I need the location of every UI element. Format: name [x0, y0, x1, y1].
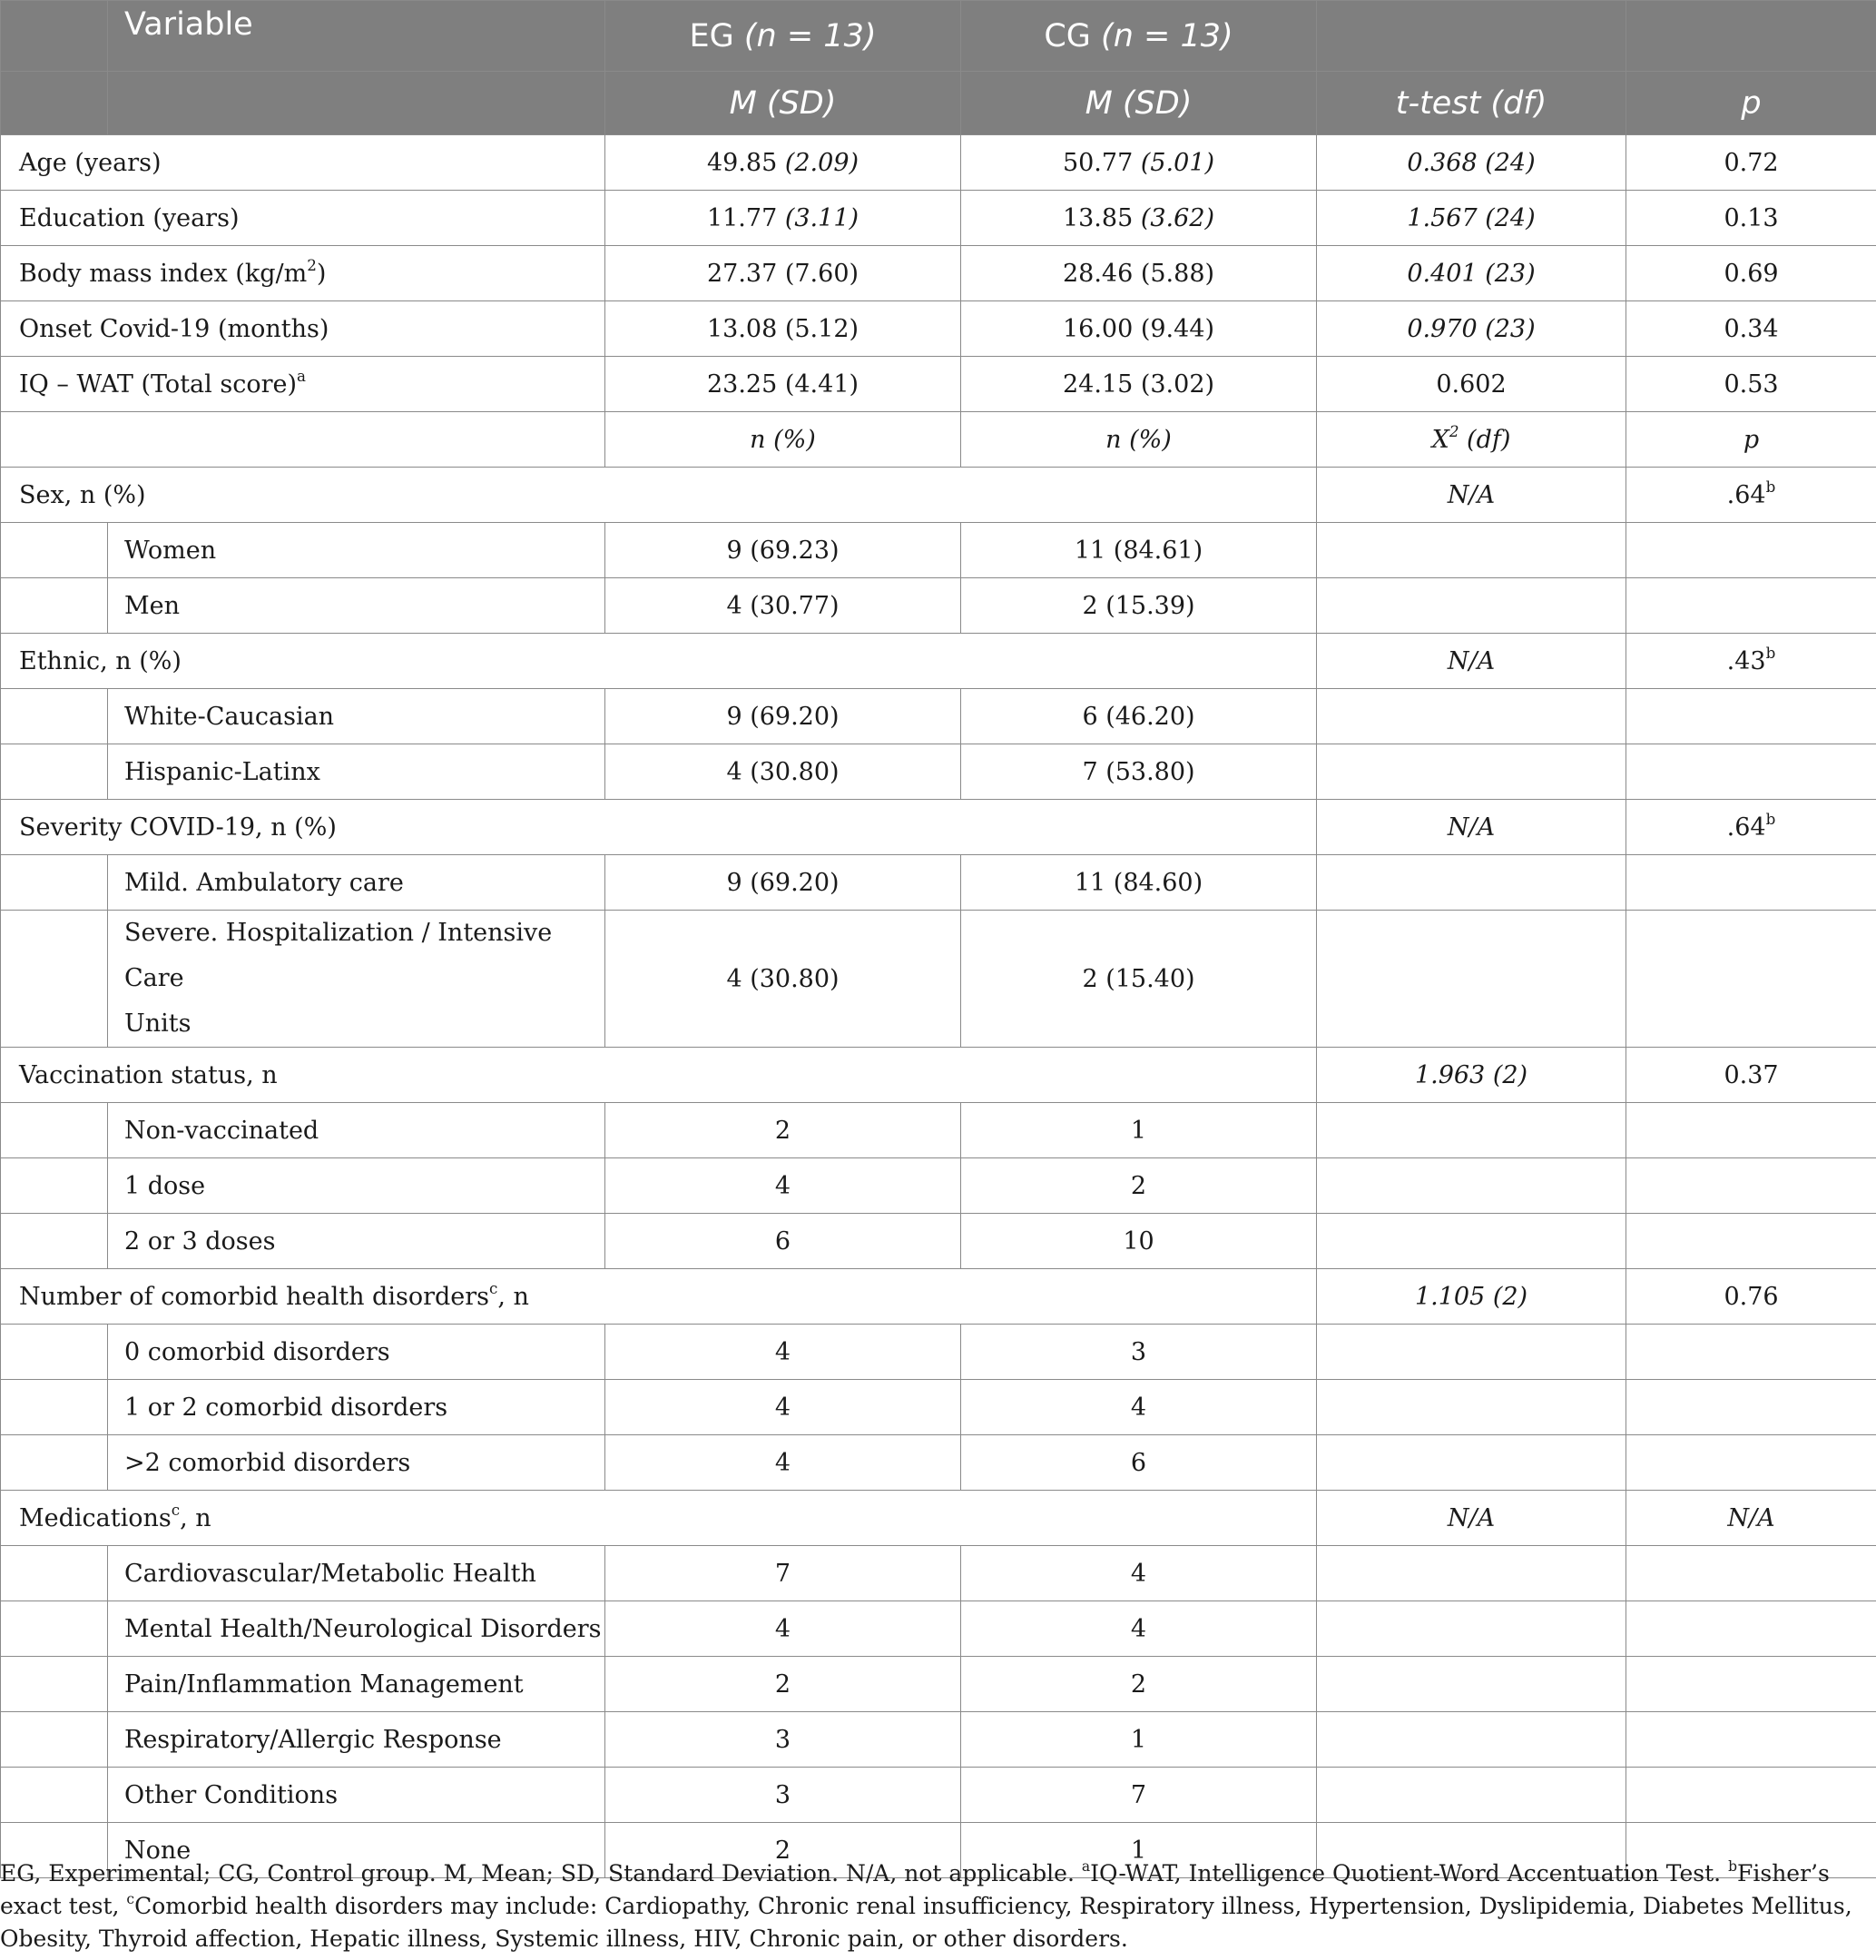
eg-cell: 6: [605, 1214, 961, 1269]
eg-cell: 49.85 (2.09): [605, 135, 961, 191]
table-row: [1, 135, 1876, 191]
row-label: Non-vaccinated: [108, 1103, 605, 1158]
header-ttest: t-test (df): [1317, 72, 1626, 135]
table-row: [1, 689, 1876, 744]
eg-cell: 2: [605, 1823, 961, 1878]
table-row: [1, 191, 1876, 246]
cg-cell: 3: [961, 1325, 1317, 1380]
group-row: [1, 468, 1876, 523]
header-variable: Variable: [108, 1, 605, 72]
header-eg: EG (n = 13): [605, 1, 961, 72]
table-row: [1, 1712, 1876, 1768]
header-test-blank: [1317, 1, 1626, 72]
subheader-eg: n (%): [605, 412, 961, 468]
indent-cell: [1, 911, 108, 1048]
row-label: 1 dose: [108, 1158, 605, 1214]
p-cell: .64$^b$: [1626, 468, 1876, 523]
table-footnote: EG, Experimental; CG, Control group. M, Mean; SD, Standard Deviation. N/A, not applicable. $^a$IQ-WAT, Intelligence Quotient-Word Accentuation Test. $^b$Fisher’s exact test, $^c$Comorbid health disorders may include: Cardiopathy, Chronic renal insufficiency, Respiratory illness, Hypertension, Dyslipidemia, Diabetes Mellitus, Obesity, Thyroid affection, Hepatic illness, Systemic illness, HIV, Chronic pain, or other disorders.: [0, 1858, 1852, 1952]
indent-cell: [1, 855, 108, 911]
row-label: Body mass index $(kg/m^2)$: [1, 246, 605, 301]
row-label: Mild. Ambulatory care: [108, 855, 605, 911]
table-row: [1, 578, 1876, 634]
table-row: [1, 1768, 1876, 1823]
cg-cell: 1: [961, 1103, 1317, 1158]
table-row: [1, 1546, 1876, 1601]
eg-cell: 4: [605, 1601, 961, 1657]
eg-cell: 2: [605, 1657, 961, 1712]
table-row: [1, 1435, 1876, 1491]
cg-cell: 7 (53.80): [961, 744, 1317, 800]
p-cell: 0.13: [1626, 191, 1876, 246]
test-cell: 1.105 (2): [1317, 1269, 1626, 1325]
indent-cell: [1, 1601, 108, 1657]
cg-cell: 16.00 (9.44): [961, 301, 1317, 357]
group-label: Number of comorbid health disorders$^c$, n: [1, 1269, 1317, 1325]
row-label: Cardiovascular/Metabolic Health: [108, 1546, 605, 1601]
header-blank-2: [1, 72, 108, 135]
row-label: Men: [108, 578, 605, 634]
eg-cell: 9 (69.20): [605, 689, 961, 744]
indent-cell: [1, 1103, 108, 1158]
subheader-p: p: [1626, 412, 1876, 468]
row-label: 2 or 3 doses: [108, 1214, 605, 1269]
indent-cell: [1, 1158, 108, 1214]
cg-cell: 1: [961, 1823, 1317, 1878]
p-cell: .43$^b$: [1626, 634, 1876, 689]
test-cell: 0.602: [1317, 357, 1626, 412]
eg-cell: 27.37 (7.60): [605, 246, 961, 301]
cg-cell: 6 (46.20): [961, 689, 1317, 744]
eg-cell: 13.08 (5.12): [605, 301, 961, 357]
eg-cell: 4 (30.80): [605, 911, 961, 1048]
cg-cell: 2: [961, 1657, 1317, 1712]
eg-cell: 9 (69.23): [605, 523, 961, 578]
table-row: [1, 523, 1876, 578]
group-label: Sex, n (%): [1, 468, 1317, 523]
row-label: 0 comorbid disorders: [108, 1325, 605, 1380]
indent-cell: [1, 1380, 108, 1435]
eg-cell: 11.77 (3.11): [605, 191, 961, 246]
cg-cell: 28.46 (5.88): [961, 246, 1317, 301]
p-cell: 0.34: [1626, 301, 1876, 357]
indent-cell: [1, 578, 108, 634]
test-cell: 0.368 (24): [1317, 135, 1626, 191]
table-body: [1, 135, 1876, 1878]
table-row: [1, 357, 1876, 412]
cg-cell: 50.77 (5.01): [961, 135, 1317, 191]
row-label: Severe. Hospitalization / Intensive Care Units: [108, 911, 605, 1048]
indent-cell: [1, 1712, 108, 1768]
row-label: None: [108, 1823, 605, 1878]
header-p-blank: [1626, 1, 1876, 72]
header-cg: CG (n = 13): [961, 1, 1317, 72]
row-label: 1 or 2 comorbid disorders: [108, 1380, 605, 1435]
table-row: [1, 1103, 1876, 1158]
table-row: [1, 855, 1876, 911]
row-label: Onset Covid-19 (months): [1, 301, 605, 357]
cg-cell: 11 (84.61): [961, 523, 1317, 578]
eg-cell: 4: [605, 1435, 961, 1491]
indent-cell: [1, 689, 108, 744]
group-row: [1, 634, 1876, 689]
eg-cell: 4: [605, 1158, 961, 1214]
group-row: [1, 800, 1876, 855]
indent-cell: [1, 1214, 108, 1269]
eg-cell: 4 (30.77): [605, 578, 961, 634]
header-p: p: [1626, 72, 1876, 135]
header-cg-msd: M (SD): [961, 72, 1317, 135]
table-row: [1, 911, 1876, 1048]
subheader-test: $X^2$ (df): [1317, 412, 1626, 468]
row-label: >2 comorbid disorders: [108, 1435, 605, 1491]
cg-cell: 11 (84.60): [961, 855, 1317, 911]
table-row: [1, 1325, 1876, 1380]
cg-cell: 10: [961, 1214, 1317, 1269]
indent-cell: [1, 1768, 108, 1823]
table-row: [1, 246, 1876, 301]
table-row: [1, 744, 1876, 800]
eg-cell: 3: [605, 1768, 961, 1823]
row-label: Hispanic-Latinx: [108, 744, 605, 800]
indent-cell: [1, 744, 108, 800]
subheader-row: [1, 412, 1876, 468]
p-cell: 0.76: [1626, 1269, 1876, 1325]
cg-cell: 13.85 (3.62): [961, 191, 1317, 246]
p-cell: .64$^b$: [1626, 800, 1876, 855]
eg-cell: 3: [605, 1712, 961, 1768]
test-cell: N/A: [1317, 800, 1626, 855]
row-label: Women: [108, 523, 605, 578]
row-label: Age (years): [1, 135, 605, 191]
p-cell: 0.53: [1626, 357, 1876, 412]
p-cell: 0.37: [1626, 1048, 1876, 1103]
group-label: Severity COVID-19, n (%): [1, 800, 1317, 855]
test-cell: N/A: [1317, 468, 1626, 523]
header-blank: [1, 1, 108, 72]
cg-cell: 2: [961, 1158, 1317, 1214]
group-row: [1, 1269, 1876, 1325]
row-label: Pain/Inflammation Management: [108, 1657, 605, 1712]
eg-cell: 9 (69.20): [605, 855, 961, 911]
eg-cell: 4: [605, 1380, 961, 1435]
subheader-cg: n (%): [961, 412, 1317, 468]
p-cell: N/A: [1626, 1491, 1876, 1546]
cg-cell: 6: [961, 1435, 1317, 1491]
test-cell: 0.401 (23): [1317, 246, 1626, 301]
cg-cell: 7: [961, 1768, 1317, 1823]
table-row: [1, 1158, 1876, 1214]
group-label: Vaccination status, n: [1, 1048, 1317, 1103]
cg-cell: 2 (15.39): [961, 578, 1317, 634]
indent-cell: [1, 1435, 108, 1491]
eg-cell: 4: [605, 1325, 961, 1380]
row-label: IQ – WAT (Total score)$^a$: [1, 357, 605, 412]
row-label: Mental Health/Neurological Disorders: [108, 1601, 605, 1657]
table-header: [1, 1, 1876, 135]
test-cell: N/A: [1317, 1491, 1626, 1546]
group-row: [1, 1048, 1876, 1103]
p-cell: 0.69: [1626, 246, 1876, 301]
indent-cell: [1, 1546, 108, 1601]
header-eg-msd: M (SD): [605, 72, 961, 135]
indent-cell: [1, 1325, 108, 1380]
test-cell: 1.963 (2): [1317, 1048, 1626, 1103]
row-label: Education (years): [1, 191, 605, 246]
table-row: [1, 1601, 1876, 1657]
subheader-blank: [1, 412, 605, 468]
group-label: Medications$^c$, n: [1, 1491, 1317, 1546]
cg-cell: 4: [961, 1546, 1317, 1601]
cg-cell: 2 (15.40): [961, 911, 1317, 1048]
row-label: Other Conditions: [108, 1768, 605, 1823]
row-label: Respiratory/Allergic Response: [108, 1712, 605, 1768]
group-row: [1, 1491, 1876, 1546]
eg-cell: 2: [605, 1103, 961, 1158]
indent-cell: [1, 1657, 108, 1712]
test-cell: N/A: [1317, 634, 1626, 689]
header-blank-3: [108, 72, 605, 135]
table-row: [1, 1380, 1876, 1435]
row-label: White-Caucasian: [108, 689, 605, 744]
test-cell: 1.567 (24): [1317, 191, 1626, 246]
test-cell: 0.970 (23): [1317, 301, 1626, 357]
cg-cell: 1: [961, 1712, 1317, 1768]
table-row: [1, 1657, 1876, 1712]
eg-cell: 7: [605, 1546, 961, 1601]
table-row: [1, 1214, 1876, 1269]
indent-cell: [1, 523, 108, 578]
eg-cell: 23.25 (4.41): [605, 357, 961, 412]
table-row: [1, 301, 1876, 357]
cg-cell: 4: [961, 1380, 1317, 1435]
group-label: Ethnic, n (%): [1, 634, 1317, 689]
eg-cell: 4 (30.80): [605, 744, 961, 800]
p-cell: 0.72: [1626, 135, 1876, 191]
cg-cell: 4: [961, 1601, 1317, 1657]
cg-cell: 24.15 (3.02): [961, 357, 1317, 412]
